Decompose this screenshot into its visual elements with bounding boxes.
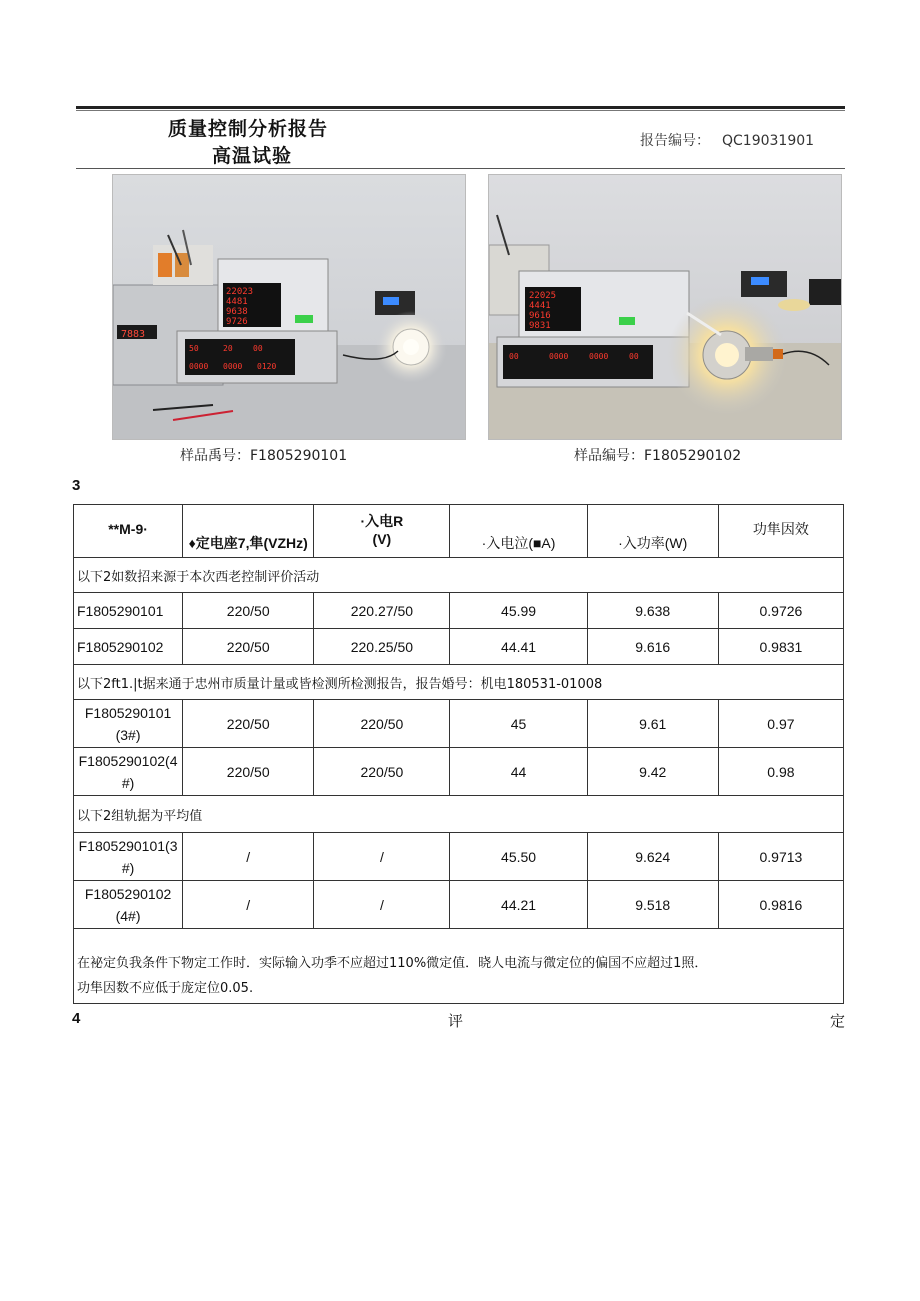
lower-meter-a-3: 00 [253,344,263,353]
cell-pf: 0.9713 [718,833,843,881]
sample-photo-left [112,174,466,440]
header-rule-top-thin [76,110,845,111]
table-row [74,700,844,748]
meter-a-line-3: 9638 [226,307,248,317]
side-meter-readout: 7883 [121,329,146,340]
cell-rated: 220/50 [183,629,314,665]
group-1-note: 以下2如数招来源于本次西老控制评价活动 [74,558,844,593]
table-row [74,833,844,881]
table-row [74,629,844,665]
cell-rated: 220/50 [183,748,314,796]
cell-sample: F1805290102 (4#) [74,881,183,929]
header-rule-bottom [76,168,845,169]
cell-pf: 0.9816 [718,881,843,929]
cell-current: 44.21 [450,881,587,929]
group-3-note: 以下2组轨据为平均值 [74,796,844,833]
meter-a-line-1: 22023 [226,287,254,297]
cell-current: 44.41 [450,629,587,665]
lower-meter-b-1: 00 [509,352,519,361]
lower-meter-a-2: 20 [223,344,233,353]
lower-meter-a-1: 50 [189,344,199,353]
cell-voltage: 220/50 [314,700,450,748]
cell-current: 45.99 [450,593,587,629]
header-sample-no: **M-9· [74,505,183,558]
remark-line-2: 功隼因数不应低于庞定位0.05. [77,981,254,996]
cell-pf: 0.9726 [718,593,843,629]
cell-pf: 0.97 [718,700,843,748]
header-input-voltage: ·入电R (V) [314,505,450,558]
meter-a-line-2: 4481 [226,297,248,307]
cell-sample: F1805290101(3 #) [74,833,183,881]
lower-meter-b-2: 0000 [549,352,569,361]
section-3-number: 3 [72,477,81,494]
header-power-factor: 功隼因效 [718,505,843,558]
group-note-row [74,558,844,593]
cell-current: 45 [450,700,587,748]
header-rule-top [76,106,845,109]
table-header-row [74,505,844,558]
cell-power: 9.42 [587,748,718,796]
meter-b-line-3: 9616 [529,311,551,321]
lower-meter-b-4: 00 [629,352,639,361]
header-input-current: ·入电泣(■A) [450,505,587,558]
meter-a-line-4: 9726 [226,317,248,327]
report-title: 质量控制分析报告 [168,118,329,140]
cell-rated: / [183,881,314,929]
cell-power: 9.61 [587,700,718,748]
section-4-number: 4 [72,1010,81,1027]
report-subtitle: 高温试验 [212,145,293,167]
cell-voltage: 220.27/50 [314,593,450,629]
meter-b-line-4: 9831 [529,321,551,331]
cell-power: 9.616 [587,629,718,665]
remark-row [74,929,844,1004]
cell-voltage: / [314,881,450,929]
cell-sample: F1805290101 (3#) [74,700,183,748]
meter-b-line-1: 22025 [529,291,557,301]
report-number-value: QC19031901 [722,133,815,149]
header-rated-voltage: ♦定电座7,隼(VZHz) [183,505,314,558]
cell-current: 45.50 [450,833,587,881]
section-4-title-char-1: 评 [448,1012,464,1030]
group-note-row [74,665,844,700]
cell-current: 44 [450,748,587,796]
cell-rated: 220/50 [183,593,314,629]
cell-pf: 0.9831 [718,629,843,665]
header-input-power: ·入功率(W) [587,505,718,558]
remark-line-1: 在袐定负我条件下物定工作时．实际输入功季不应超过110%微定值．晓人电流与微定位的偏国不应超过1照． [77,956,708,971]
cell-voltage: / [314,833,450,881]
cell-voltage: 220.25/50 [314,629,450,665]
sample-photo-right [488,174,842,440]
cell-sample: F1805290102(4 #) [74,748,183,796]
group-2-note: 以下2ft1.|t据来通于忠州市质量计量或皆检测所检测报告，报告婚号：机电180531-01008 [74,665,844,700]
meter-b-line-2: 4441 [529,301,551,311]
cell-rated: 220/50 [183,700,314,748]
cell-power: 9.518 [587,881,718,929]
lower-meter-b-3: 0000 [589,352,609,361]
cell-power: 9.638 [587,593,718,629]
lower-meter-a-6: 0120 [257,362,277,371]
test-results-table [73,504,844,1004]
cell-sample: F1805290102 [74,629,183,665]
lower-meter-a-5: 0000 [223,362,243,371]
cell-voltage: 220/50 [314,748,450,796]
section-4-title-char-2: 定 [830,1012,846,1030]
cell-power: 9.624 [587,833,718,881]
table-row [74,881,844,929]
photo-right-caption: 样品编号：F1805290102 [574,448,742,464]
cell-rated: / [183,833,314,881]
group-note-row [74,796,844,833]
photo-left-caption: 样品禹号：F1805290101 [180,448,348,464]
table-row [74,748,844,796]
report-number [640,130,814,150]
table-row [74,593,844,629]
requirement-remark [74,929,844,1004]
cell-sample: F1805290101 [74,593,183,629]
lower-meter-a-4: 0000 [189,362,209,371]
cell-pf: 0.98 [718,748,843,796]
report-number-label: 报告编号： [640,133,710,149]
